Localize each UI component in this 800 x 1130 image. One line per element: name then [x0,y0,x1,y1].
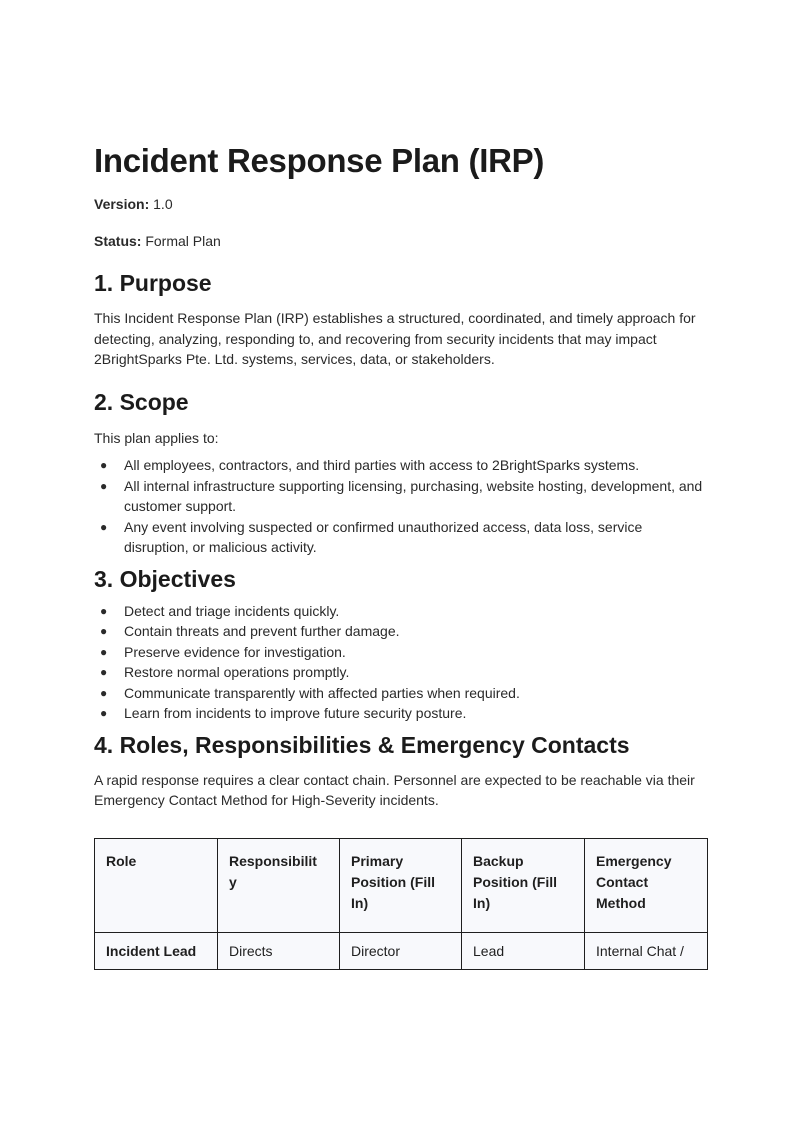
list-item [94,683,708,704]
table-cell: Director [340,932,462,969]
objectives-list [94,601,708,724]
list-item [94,662,708,683]
table-row [95,932,708,969]
list-item-text: Contain threats and prevent further damage. [124,623,400,639]
list-item-text: Detect and triage incidents quickly. [124,602,340,619]
table-header-cell: Primary Position (Fill In) [340,838,462,932]
list-item [94,517,708,558]
bullet-icon: ● [100,665,108,679]
status-line [94,231,708,251]
table-header-cell: Role [95,838,218,932]
list-item-text: Preserve evidence for investigation. [124,643,346,660]
table-cell: Directs [218,932,340,969]
roles-table [94,838,708,970]
table-cell: Incident Lead [95,932,218,969]
table-header-row [95,838,708,932]
table-cell: Lead [462,932,585,969]
scope-intro: This plan applies to: [94,429,219,446]
scope-list [94,455,708,558]
bullet-icon: ● [100,603,108,618]
list-item-text: Restore normal operations promptly. [124,664,350,680]
list-item [94,476,708,517]
list-item [94,621,708,642]
table-cell: Internal Chat / [585,932,708,969]
bullet-icon: ● [100,624,108,638]
list-item-text: Any event involving suspected or confirmed unauthorized access, data loss, service disruption, or malicious activity. [124,518,643,555]
list-item-text: Communicate transparently with affected parties when required. [124,684,520,701]
list-item [94,455,708,476]
list-item [94,642,708,663]
list-item-text: Learn from incidents to improve future security posture. [124,705,467,721]
list-item [94,601,708,622]
table-header-cell: Responsibilit y [218,838,340,932]
bullet-icon: ● [100,644,108,659]
objectives-heading: 3. Objectives [94,565,236,592]
table-header-cell: Backup Position (Fill In) [462,838,585,932]
purpose-heading: 1. Purpose [94,270,212,296]
roles-heading: 4. Roles, Responsibilities & Emergency Contacts [94,731,630,758]
version-value: 1.0 [153,196,173,212]
status-value: Formal Plan [145,233,221,249]
status-label: Status: [94,233,142,249]
bullet-icon: ● [100,685,108,700]
list-item-text: All internal infrastructure supporting licensing, purchasing, website hosting, development, and customer support. [124,477,703,514]
document-title: Incident Response Plan (IRP) [94,142,545,179]
list-item [94,703,708,724]
bullet-icon: ● [100,458,108,472]
bullet-icon: ● [100,519,108,534]
bullet-icon: ● [100,478,108,493]
roles-text: A rapid response requires a clear contact chain. Personnel are expected to be reachable via their Emergency Contact Method for High-Severity incidents. [94,771,695,808]
table-header-cell: Emergency Contact Method [585,838,708,932]
version-label: Version: [94,196,150,212]
version-line [94,194,708,214]
document-content [94,138,708,970]
list-item-text: All employees, contractors, and third parties with access to 2BrightSparks systems. [124,457,640,473]
scope-heading: 2. Scope [94,388,189,415]
bullet-icon: ● [100,706,108,720]
purpose-text: This Incident Response Plan (IRP) establishes a structured, coordinated, and timely approach for detecting, analyzing, responding to, and recovering from security incidents that may impact 2BrightSparks Pte. Ltd. systems, services, data, or stakeholders. [94,310,696,367]
